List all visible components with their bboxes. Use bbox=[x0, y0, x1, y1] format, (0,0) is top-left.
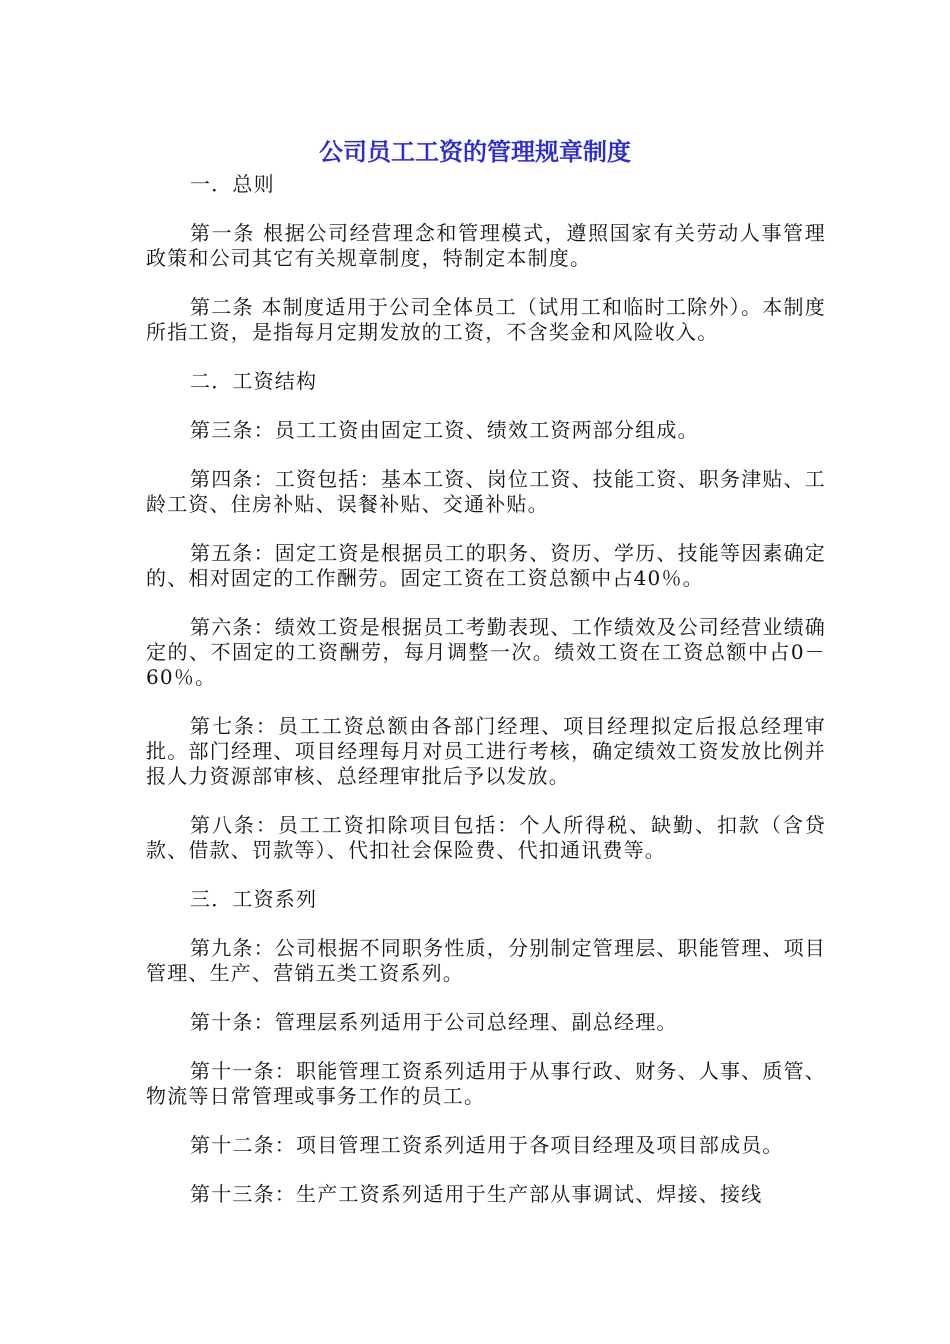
section-heading-wage-series: 三．工资系列 bbox=[190, 887, 318, 911]
article-11: 第十一条：职能管理工资系列适用于从事行政、财务、人事、质管、物流等日常管理或事务工作的员工。 bbox=[146, 1059, 826, 1108]
article-4: 第四条：工资包括：基本工资、岗位工资、技能工资、职务津贴、工龄工资、住房补贴、误餐补贴、交通补贴。 bbox=[146, 467, 826, 516]
article-12: 第十二条：项目管理工资系列适用于各项目经理及项目部成员。 bbox=[190, 1133, 784, 1157]
article-2: 第二条 本制度适用于公司全体员工（试用工和临时工除外）。本制度所指工资，是指每月定期发放的工资，不含奖金和风险收入。 bbox=[146, 295, 826, 344]
article-5: 第五条：固定工资是根据员工的职务、资历、学历、技能等因素确定的、相对固定的工作酬劳。固定工资在工资总额中占40％。 bbox=[146, 541, 826, 590]
article-10: 第十条：管理层系列适用于公司总经理、副总经理。 bbox=[190, 1010, 678, 1034]
article-6: 第六条：绩效工资是根据员工考勤表现、工作绩效及公司经营业绩确定的、不固定的工资酬劳，每月调整一次。绩效工资在工资总额中占0－60％。 bbox=[146, 615, 826, 689]
article-9: 第九条：公司根据不同职务性质，分别制定管理层、职能管理、项目管理、生产、营销五类工资系列。 bbox=[146, 936, 826, 985]
section-heading-general: 一．总则 bbox=[190, 172, 275, 196]
article-13: 第十三条：生产工资系列适用于生产部从事调试、焊接、接线 bbox=[190, 1182, 763, 1206]
article-8: 第八条：员工工资扣除项目包括：个人所得税、缺勤、扣款（含贷款、借款、罚款等）、代扣社会保险费、代扣通讯费等。 bbox=[146, 813, 826, 862]
document-body bbox=[146, 172, 826, 1231]
section-heading-wage-structure: 二．工资结构 bbox=[190, 369, 318, 393]
article-1: 第一条 根据公司经营理念和管理模式，遵照国家有关劳动人事管理政策和公司其它有关规章制度，特制定本制度。 bbox=[146, 221, 826, 270]
article-3: 第三条：员工工资由固定工资、绩效工资两部分组成。 bbox=[190, 418, 699, 442]
document-title: 公司员工工资的管理规章制度 bbox=[319, 138, 631, 166]
article-7: 第七条：员工工资总额由各部门经理、项目经理拟定后报总经理审批。部门经理、项目经理每月对员工进行考核，确定绩效工资发放比例并报人力资源部审核、总经理审批后予以发放。 bbox=[146, 714, 826, 788]
